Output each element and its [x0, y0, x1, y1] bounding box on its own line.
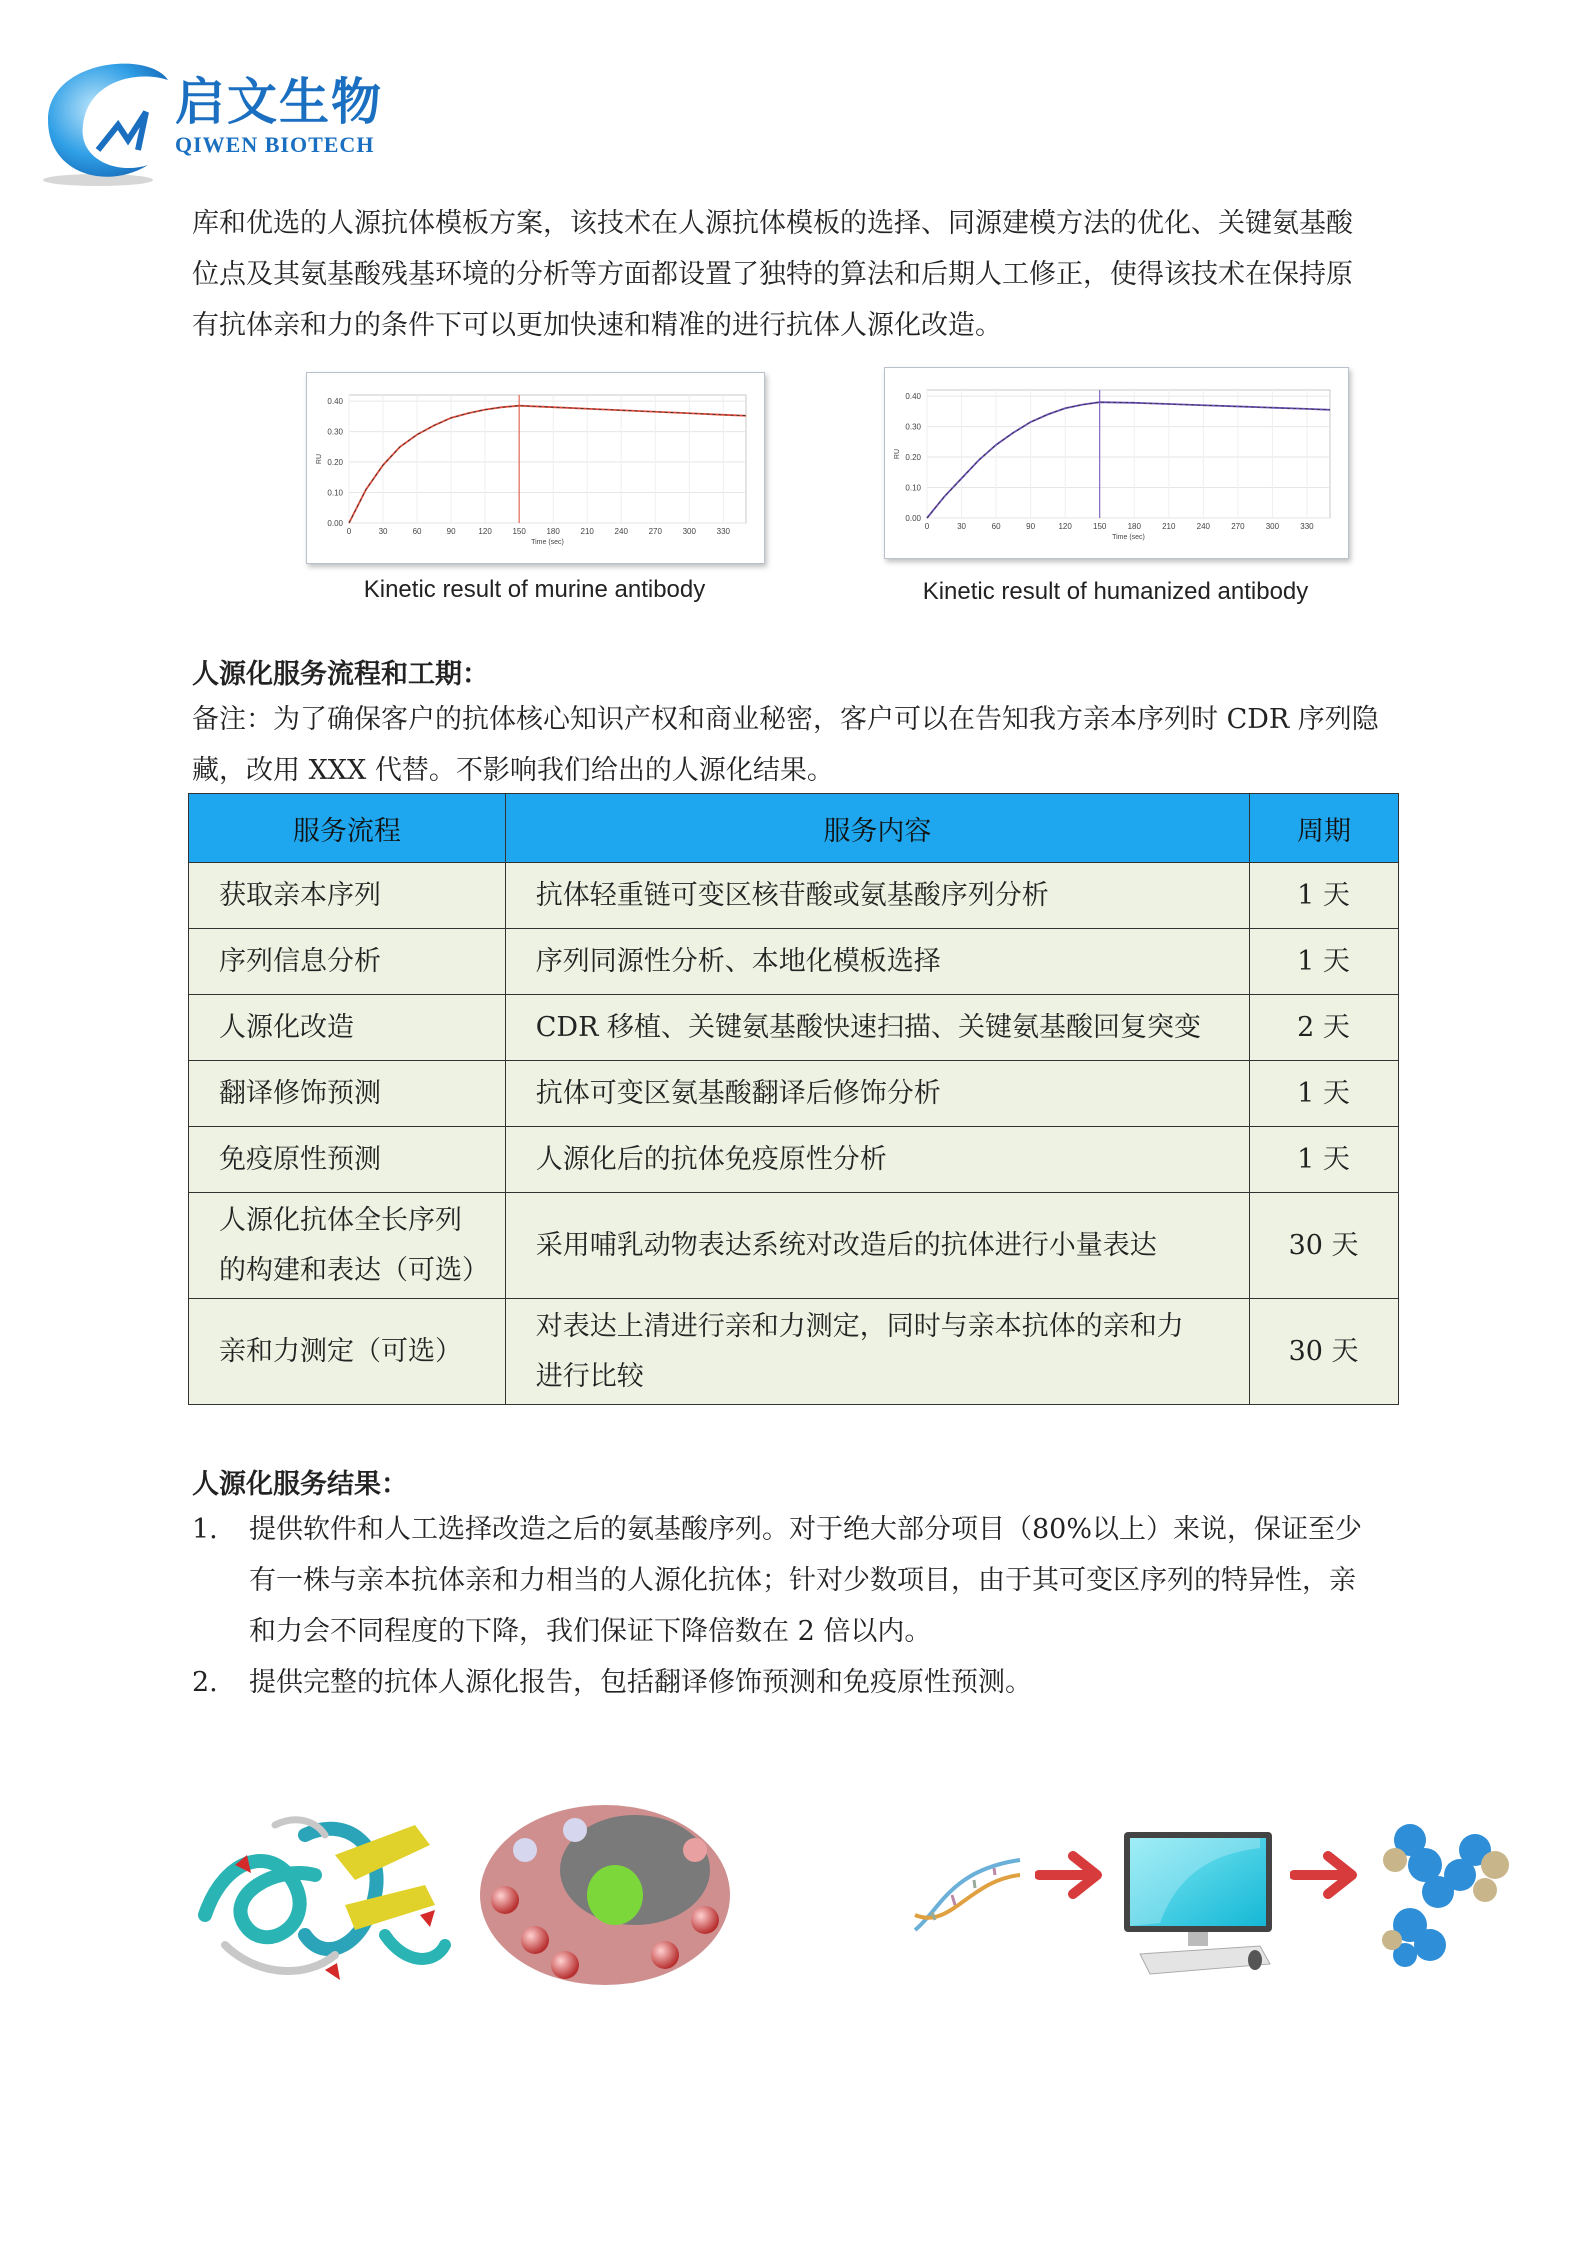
cell-content: CDR 移植、关键氨基酸快速扫描、关键氨基酸回复突变 [505, 995, 1249, 1061]
cell-step: 免疫原性预测 [189, 1127, 506, 1193]
table-row [189, 1299, 1399, 1405]
logo-english-name: QIWEN BIOTECH [175, 132, 375, 157]
x-tick-label: 150 [1093, 522, 1107, 531]
y-tick-label: 0.20 [905, 453, 921, 463]
computer-monitor-icon [1120, 1828, 1280, 1978]
list-item-line: 提供完整的抗体人源化报告，包括翻译修饰预测和免疫原性预测。 [249, 1667, 1032, 1698]
cell-content: 抗体可变区氨基酸翻译后修饰分析 [505, 1061, 1249, 1127]
x-tick-label: 0 [346, 527, 352, 536]
x-tick-label: 270 [648, 527, 662, 536]
x-tick-label: 330 [1300, 522, 1314, 531]
list-number: 1. [192, 1514, 218, 1545]
x-tick-label: 90 [446, 527, 456, 536]
x-tick-label: 90 [1026, 522, 1036, 531]
table-row [189, 995, 1399, 1061]
list-item-line: 和力会不同程度的下降，我们保证下降倍数在 2 倍以内。 [249, 1616, 932, 1647]
cell-step: 亲和力测定（可选） [189, 1299, 506, 1405]
y-tick-label: 0.20 [327, 458, 343, 468]
x-tick-label: 210 [580, 527, 594, 536]
section-title-results: 人源化服务结果： [192, 1469, 408, 1500]
plot-area [927, 390, 1330, 518]
list-item-line: 提供软件和人工选择改造之后的氨基酸序列。对于绝大部分项目（80%以上）来说，保证至少 [249, 1514, 1363, 1545]
x-tick-label: 300 [682, 527, 696, 536]
x-tick-label: 60 [412, 527, 422, 536]
dna-helix-icon [910, 1850, 1025, 1940]
x-tick-label: 300 [1265, 522, 1280, 531]
cell-step-line: 人源化抗体全长序列 [219, 1204, 462, 1236]
cell-content: 抗体轻重链可变区核苷酸或氨基酸序列分析 [505, 863, 1249, 929]
chart-murine-svg [307, 373, 764, 563]
y-tick-label: 0.00 [905, 514, 921, 523]
y-tick-label: 0.40 [905, 392, 921, 402]
intro-line: 库和优选的人源抗体模板方案，该技术在人源抗体模板的选择、同源建模方法的优化、关键氨基酸 [192, 208, 1353, 239]
service-flow-table [188, 793, 1399, 1405]
list-item [249, 1657, 1407, 1708]
x-tick-label: 270 [1231, 522, 1245, 531]
list-item [249, 1504, 1407, 1657]
cell-step: 序列信息分析 [189, 929, 506, 995]
intro-paragraph [192, 198, 1407, 351]
logo-chinese-name: 启文生物 [175, 73, 383, 131]
chart-humanized-caption: Kinetic result of humanized antibody [922, 578, 1309, 605]
y-tick-label: 0.30 [905, 422, 921, 432]
x-tick-label: 120 [478, 527, 492, 536]
cell-period: 30 天 [1250, 1193, 1399, 1299]
y-tick-label: 0.00 [327, 519, 343, 528]
note-line: 备注：为了确保客户的抗体核心知识产权和商业秘密，客户可以在告知我方亲本序列时 CDR 序列隐 [192, 704, 1379, 735]
x-tick-label: 210 [1162, 522, 1176, 531]
x-axis-label: Time (sec) [531, 539, 564, 546]
arrow-right-icon [1290, 1850, 1360, 1900]
table-row [189, 1127, 1399, 1193]
arrow-right-icon [1035, 1850, 1105, 1900]
cell-step-line: 的构建和表达（可选） [219, 1254, 489, 1286]
cell-step [189, 1193, 506, 1299]
y-tick-label: 0.40 [327, 397, 343, 407]
x-axis-label: Time (sec) [1112, 534, 1145, 541]
list-item-line: 有一株与亲本抗体亲和力相当的人源化抗体；针对少数项目，由于其可变区序列的特异性，亲 [249, 1565, 1356, 1596]
protein-ribbon-icon [185, 1795, 460, 1995]
section-title-flow: 人源化服务流程和工期： [192, 659, 489, 690]
y-tick-label: 0.10 [327, 488, 343, 498]
header-period: 周期 [1250, 794, 1399, 863]
table-row [189, 863, 1399, 929]
cell-period: 1 天 [1250, 1061, 1399, 1127]
cell-period: 1 天 [1250, 929, 1399, 995]
x-tick-label: 60 [991, 522, 1001, 531]
cell-content-line: 对表达上清进行亲和力测定，同时与亲本抗体的亲和力 [535, 1310, 1184, 1342]
header-step: 服务流程 [189, 794, 506, 863]
x-tick-label: 30 [957, 522, 966, 531]
y-tick-label: 0.30 [327, 427, 343, 437]
y-axis-label: RU [894, 448, 901, 460]
cell-content [505, 1299, 1249, 1405]
note-paragraph [192, 694, 1407, 796]
note-line: 藏，改用 XXX 代替。不影响我们给出的人源化结果。 [192, 755, 834, 786]
x-tick-label: 180 [546, 527, 560, 536]
x-tick-label: 330 [716, 527, 730, 536]
table-row [189, 1193, 1399, 1299]
list-number: 2. [192, 1667, 218, 1698]
cell-period: 1 天 [1250, 1127, 1399, 1193]
chart-murine-caption: Kinetic result of murine antibody [363, 576, 706, 603]
y-axis-label: RU [316, 453, 323, 465]
chart-murine [306, 372, 765, 564]
intro-line: 位点及其氨基酸残基环境的分析等方面都设置了独特的算法和后期人工修正，使得该技术在保持原 [192, 259, 1353, 290]
cell-content: 序列同源性分析、本地化模板选择 [505, 929, 1249, 995]
cell-period: 2 天 [1250, 995, 1399, 1061]
x-tick-label: 180 [1127, 522, 1141, 531]
y-tick-label: 0.10 [905, 483, 921, 493]
cell-content-line: 进行比较 [535, 1360, 644, 1392]
x-tick-label: 240 [614, 527, 628, 536]
cell-content: 采用哺乳动物表达系统对改造后的抗体进行小量表达 [505, 1193, 1249, 1299]
cell-period: 30 天 [1250, 1299, 1399, 1405]
protein-spacefill-icon [465, 1790, 735, 2000]
x-tick-label: 240 [1196, 522, 1211, 531]
cell-step: 翻译修饰预测 [189, 1061, 506, 1127]
table-row [189, 929, 1399, 995]
x-tick-label: 30 [378, 527, 388, 536]
antibody-icon [1380, 1820, 1515, 1970]
x-tick-label: 0 [924, 522, 930, 531]
plot-area [349, 395, 746, 523]
intro-line: 有抗体亲和力的条件下可以更加快速和精准的进行抗体人源化改造。 [192, 310, 1002, 341]
cell-step: 人源化改造 [189, 995, 506, 1061]
header-content: 服务内容 [505, 794, 1249, 863]
chart-humanized-svg [885, 368, 1348, 558]
x-tick-label: 150 [512, 527, 526, 536]
x-tick-label: 120 [1058, 522, 1072, 531]
cell-period: 1 天 [1250, 863, 1399, 929]
cell-step: 获取亲本序列 [189, 863, 506, 929]
cell-content: 人源化后的抗体免疫原性分析 [505, 1127, 1249, 1193]
chart-humanized [884, 367, 1349, 559]
table-row [189, 1061, 1399, 1127]
table-header-row [189, 794, 1399, 863]
